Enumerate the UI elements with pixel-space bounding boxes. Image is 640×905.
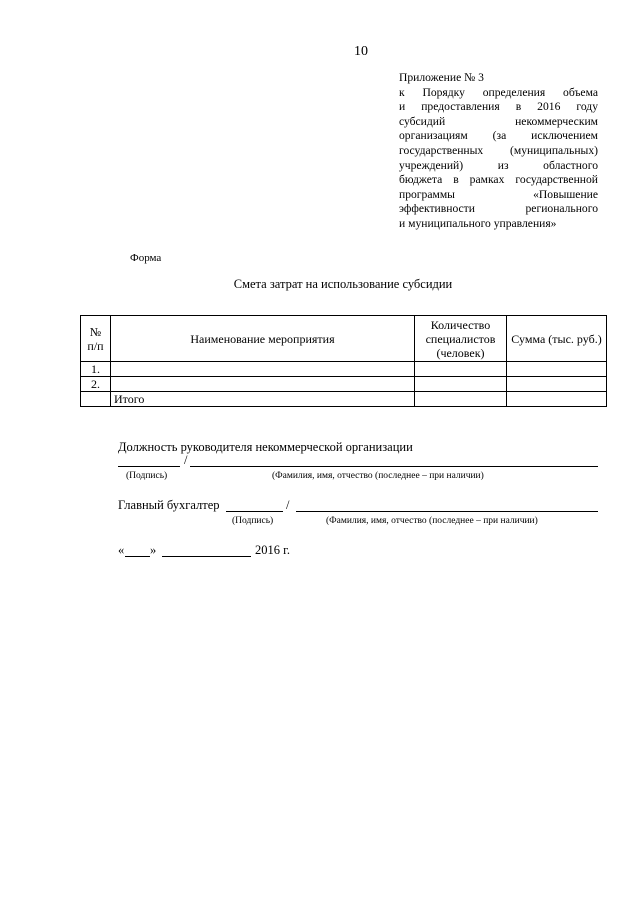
chief-accountant-label: Главный бухгалтер [118, 498, 220, 512]
total-label: Итого [111, 392, 415, 407]
table-row [81, 377, 607, 392]
total-row [81, 392, 607, 407]
appendix-line: субсидий некоммерческим [399, 114, 598, 128]
signature-hint: (Подпись) [126, 471, 168, 481]
appendix-line: и предоставления в 2016 году [399, 100, 598, 114]
appendix-line: эффективности регионального [399, 202, 598, 216]
appendix-line: организациям (за исключением [399, 129, 598, 143]
signature-hint: (Подпись) [232, 516, 274, 526]
appendix-line: программы «Повышение [399, 187, 598, 201]
appendix-line: и муниципального управления» [399, 216, 557, 230]
table-header-row [81, 316, 607, 362]
cost-estimate-table [80, 315, 607, 407]
fio-hint: (Фамилия, имя, отчество (последнее – при наличии) [272, 471, 484, 481]
row-qty-cell[interactable] [415, 377, 507, 392]
slash-separator: / [286, 498, 290, 512]
total-qty-cell[interactable] [415, 392, 507, 407]
date-month-field[interactable] [162, 556, 251, 557]
header-sum: Сумма (тыс. руб.) [507, 316, 607, 362]
row-sum-cell[interactable] [507, 377, 607, 392]
head-fio-field[interactable] [190, 466, 598, 467]
total-num-cell [81, 392, 111, 407]
row-qty-cell[interactable] [415, 362, 507, 377]
appendix-line: бюджета в рамках государственной [399, 173, 598, 187]
row-name-cell[interactable] [111, 377, 415, 392]
slash-separator: / [184, 453, 188, 467]
table-row [81, 362, 607, 377]
header-num: № п/п [81, 316, 111, 362]
fio-hint: (Фамилия, имя, отчество (последнее – при наличии) [326, 516, 538, 526]
date-quote-close: » [150, 543, 157, 557]
header-qty: Количество специалистов (человек) [415, 316, 507, 362]
head-position-label: Должность руководителя некоммерческой организации [118, 440, 413, 454]
accountant-signature-field[interactable] [226, 511, 283, 512]
appendix-title: Приложение № 3 [399, 71, 484, 84]
appendix-line: государственных (муниципальных) [399, 143, 598, 157]
form-label: Форма [130, 252, 162, 264]
document-title: Смета затрат на использование субсидии [233, 277, 453, 291]
head-signature-field[interactable] [118, 466, 180, 467]
row-num: 1. [81, 362, 111, 377]
date-year: 2016 г. [255, 543, 290, 557]
header-name: Наименование мероприятия [111, 316, 415, 362]
appendix-line: к Порядку определения объема [399, 85, 598, 99]
accountant-fio-field[interactable] [296, 511, 598, 512]
appendix-block [399, 71, 598, 232]
row-sum-cell[interactable] [507, 362, 607, 377]
row-name-cell[interactable] [111, 362, 415, 377]
row-num: 2. [81, 377, 111, 392]
date-quote-open: « [118, 543, 125, 557]
appendix-line: учреждений) из областного [399, 158, 598, 172]
page-number: 10 [354, 44, 368, 59]
date-day-field[interactable] [125, 556, 150, 557]
total-sum-cell[interactable] [507, 392, 607, 407]
